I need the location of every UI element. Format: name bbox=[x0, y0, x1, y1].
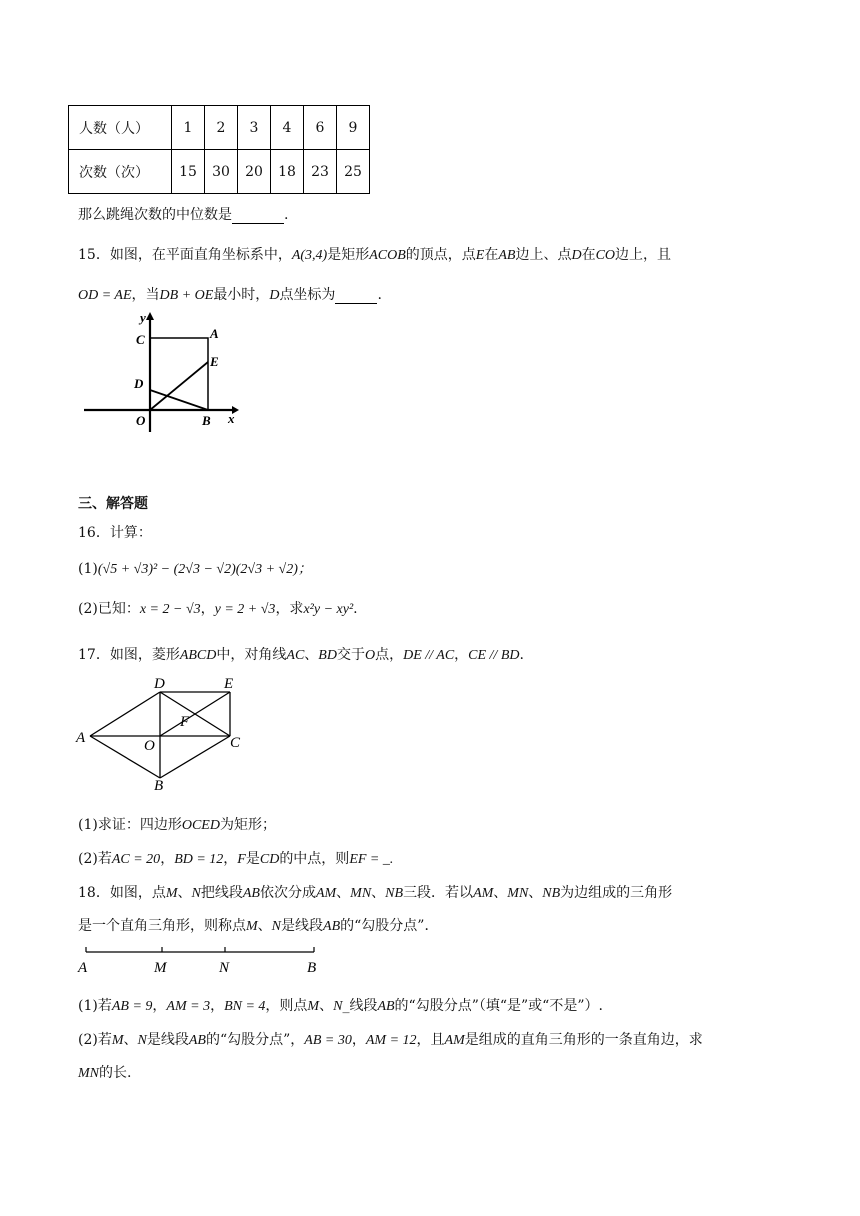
label-m: M bbox=[154, 960, 167, 976]
label-f: F bbox=[180, 714, 190, 730]
q15-line1: 15．如图，在平面直角坐标系中，A(3,4)是矩形ACOB的顶点，点E在AB边上、点D在CO边上，且 bbox=[78, 247, 672, 263]
row-header: 人数（人） bbox=[69, 106, 172, 150]
q18-line2: 是一个直角三角形，则称点M、N是线段AB的“勾股分点”． bbox=[78, 918, 439, 934]
label-a: A bbox=[76, 730, 86, 746]
table-cell: 30 bbox=[205, 150, 238, 194]
label-d: D bbox=[154, 676, 165, 692]
q18-line1: 18．如图，点M、N把线段AB依次分成AM、MN、NB三段．若以AM、MN、NB为边组成的三角形 bbox=[78, 885, 673, 901]
label-a: A bbox=[210, 326, 219, 341]
rhombus-figure bbox=[74, 674, 254, 796]
label-b: B bbox=[307, 960, 317, 976]
label-n: N bbox=[219, 960, 230, 976]
q16-title: 16．计算： bbox=[78, 525, 152, 541]
label-o: O bbox=[136, 413, 146, 428]
label-e: E bbox=[224, 676, 234, 692]
table-cell: 4 bbox=[271, 106, 304, 150]
q16-part2: (2)已知：x = 2 − √3，y = 2 + √3，求x²y − xy². bbox=[78, 601, 358, 617]
table-cell: 9 bbox=[337, 106, 370, 150]
q15-line2: OD = AE，当DB + OE最小时，D点坐标为 . bbox=[78, 287, 382, 303]
table-cell: 18 bbox=[271, 150, 304, 194]
answer-blank bbox=[335, 303, 377, 304]
q18-part2: (2)若M、N是线段AB的“勾股分点”，AB = 30，AM = 12，且AM是组成的直角三角形的一条直角边，求 bbox=[78, 1032, 703, 1048]
table-cell: 3 bbox=[238, 106, 271, 150]
section-heading: 三、解答题 bbox=[78, 496, 148, 512]
answer-blank bbox=[232, 223, 284, 224]
table-cell: 15 bbox=[172, 150, 205, 194]
q17-part1: (1)求证：四边形OCED为矩形； bbox=[78, 817, 276, 833]
label-b: B bbox=[202, 413, 211, 428]
q18-part2-cont: MN的长. bbox=[78, 1065, 132, 1081]
table-cell: 1 bbox=[172, 106, 205, 150]
table-cell: 23 bbox=[304, 150, 337, 194]
table-cell: 6 bbox=[304, 106, 337, 150]
segment-figure bbox=[74, 942, 334, 976]
label-a: A bbox=[78, 960, 88, 976]
q17-stem: 17．如图，菱形ABCD中，对角线AC、BD交于O点，DE // AC，CE // BD. bbox=[78, 647, 524, 663]
label-c: C bbox=[136, 332, 145, 347]
coordinate-figure bbox=[82, 308, 252, 432]
q14-tail: 那么跳绳次数的中位数是 . bbox=[78, 207, 289, 223]
label-c: C bbox=[230, 735, 241, 751]
label-o: O bbox=[144, 738, 155, 754]
label-y: y bbox=[140, 310, 146, 325]
label-b: B bbox=[154, 778, 164, 794]
label-d: D bbox=[134, 376, 144, 391]
label-x: x bbox=[228, 411, 235, 426]
row-header: 次数（次） bbox=[69, 150, 172, 194]
table-cell: 20 bbox=[238, 150, 271, 194]
label-e: E bbox=[210, 354, 219, 369]
q18-part1: (1)若AB = 9，AM = 3，BN = 4，则点M、N_线段AB的“勾股分点”（填“是”或“不是”）. bbox=[78, 998, 603, 1014]
q16-part1: (1)(√5 + √3)² − (2√3 − √2)(2√3 + √2)； bbox=[78, 561, 312, 577]
q17-part2: (2)若AC = 20，BD = 12，F是CD的中点，则EF = _. bbox=[78, 851, 394, 867]
table-row bbox=[69, 150, 370, 194]
table-cell: 2 bbox=[205, 106, 238, 150]
stats-table bbox=[68, 105, 370, 194]
table-row bbox=[69, 106, 370, 150]
table-cell: 25 bbox=[337, 150, 370, 194]
